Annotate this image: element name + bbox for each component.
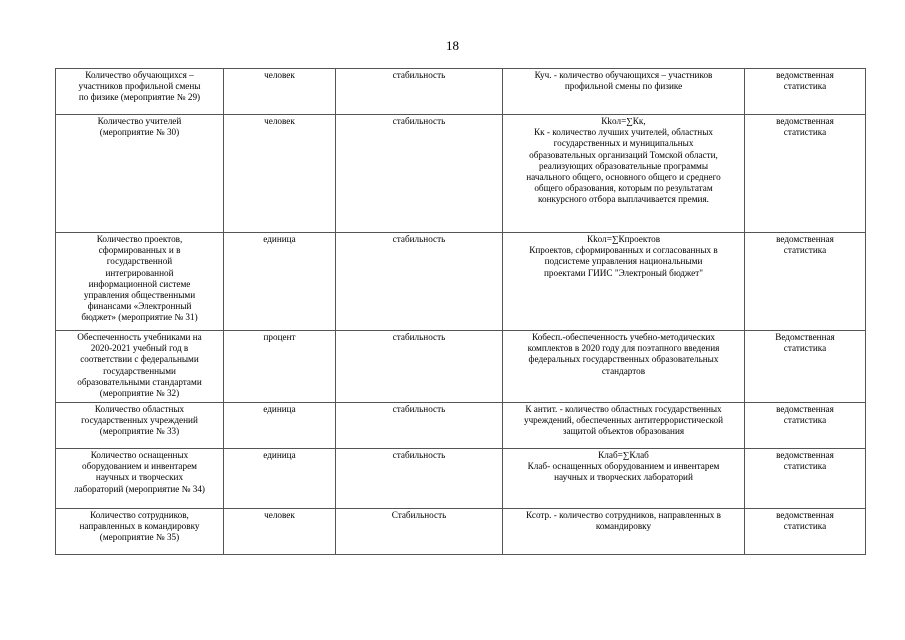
- formula-cell: [503, 509, 745, 555]
- cell-text-line: лабораторий (мероприятие № 34): [74, 483, 205, 494]
- cell-text-line: Количество областных: [94, 404, 185, 414]
- cell-text-line: образовательных организаций Томской области,: [529, 149, 718, 160]
- cell-text-line: защитой объектов образования: [562, 426, 685, 437]
- cell-text-line: Количество обучающихся –: [85, 70, 194, 80]
- source-cell: [745, 115, 866, 233]
- cell-text-line: стабильность: [392, 234, 446, 244]
- trend-cell: [336, 449, 503, 509]
- unit-cell: [224, 69, 336, 115]
- trend-cell: [336, 115, 503, 233]
- cell-text-line: соответствии с федеральными: [80, 354, 199, 365]
- cell-text-line: Клаб- оснащенных оборудованием и инвентарем: [527, 461, 720, 472]
- source-cell: [745, 69, 866, 115]
- table-row: [56, 115, 866, 233]
- cell-text-line: стабильность: [392, 450, 446, 460]
- source-cell: [745, 403, 866, 449]
- cell-text-line: федеральных государственных образовательных: [528, 354, 719, 365]
- cell-text-line: статистика: [783, 81, 827, 92]
- cell-text-line: единица: [263, 450, 296, 460]
- indicator-name-cell: [56, 69, 224, 115]
- cell-text-line: единица: [263, 234, 296, 244]
- indicators-table-body: [56, 69, 866, 555]
- unit-cell: [224, 233, 336, 331]
- unit-cell: [224, 115, 336, 233]
- table-row: [56, 233, 866, 331]
- unit-cell: [224, 331, 336, 403]
- cell-text-line: ведомственная: [776, 234, 834, 244]
- unit-cell: [224, 509, 336, 555]
- indicator-name-cell: [56, 403, 224, 449]
- cell-text-line: стандартов: [601, 365, 646, 376]
- cell-text-line: ведомственная: [776, 450, 834, 460]
- cell-text-line: научных и творческих лабораторий: [554, 472, 693, 483]
- cell-text-line: командировку: [595, 521, 652, 532]
- cell-text-line: Ведомственная: [775, 332, 835, 342]
- cell-text-line: управления общественными: [83, 290, 196, 301]
- indicator-name-cell: [56, 449, 224, 509]
- cell-text-line: Кkол=∑Кпроектов: [586, 234, 661, 244]
- cell-text-line: стабильность: [392, 70, 446, 80]
- cell-text-line: Количество проектов,: [96, 234, 183, 244]
- cell-text-line: Куч. - количество обучающихся – участников: [534, 70, 713, 80]
- cell-text-line: статистика: [783, 343, 827, 354]
- formula-cell: [503, 449, 745, 509]
- cell-text-line: 2020-2021 учебный год в: [90, 343, 189, 354]
- unit-cell: [224, 449, 336, 509]
- cell-text-line: Обеспеченность учебниками на: [77, 332, 202, 342]
- cell-text-line: бюджет» (мероприятие № 31): [81, 312, 198, 323]
- cell-text-line: комплектов в 2020 году для поэтапного введения: [527, 343, 720, 354]
- cell-text-line: подсистеме управления национальными: [544, 256, 703, 267]
- cell-text-line: Кkол=∑Кк,: [601, 116, 646, 126]
- formula-cell: [503, 403, 745, 449]
- indicator-name-cell: [56, 115, 224, 233]
- cell-text-line: человек: [264, 70, 295, 80]
- cell-text-line: Стабильность: [391, 510, 447, 520]
- unit-cell: [224, 403, 336, 449]
- indicator-name-cell: [56, 509, 224, 555]
- trend-cell: [336, 403, 503, 449]
- cell-text-line: участников профильной смены: [78, 81, 201, 92]
- cell-text-line: человек: [264, 116, 295, 126]
- indicators-table: [55, 68, 866, 555]
- cell-text-line: оборудованием и инвентарем: [82, 461, 197, 472]
- source-cell: [745, 449, 866, 509]
- cell-text-line: стабильность: [392, 404, 446, 414]
- cell-text-line: начального общего, основного общего и среднего: [526, 172, 721, 183]
- formula-cell: [503, 69, 745, 115]
- cell-text-line: по физике (мероприятие № 29): [78, 92, 201, 103]
- cell-text-line: конкурсного отбора выплачивается премия.: [538, 194, 709, 205]
- page-number: 18: [446, 38, 459, 53]
- cell-text-line: ведомственная: [776, 404, 834, 414]
- cell-text-line: Количество сотрудников,: [90, 510, 189, 520]
- cell-text-line: К антит. - количество областных государственных: [525, 404, 722, 414]
- table-row: [56, 69, 866, 115]
- cell-text-line: стабильность: [392, 332, 446, 342]
- cell-text-line: ведомственная: [776, 70, 834, 80]
- cell-text-line: (мероприятие № 35): [99, 532, 180, 543]
- cell-text-line: ведомственная: [776, 510, 834, 520]
- trend-cell: [336, 69, 503, 115]
- cell-text-line: Количество учителей: [97, 116, 182, 126]
- cell-text-line: направленных в командировку: [79, 521, 200, 532]
- trend-cell: [336, 233, 503, 331]
- cell-text-line: государственных учреждений: [81, 415, 198, 426]
- cell-text-line: государственной: [106, 256, 173, 267]
- cell-text-line: статистика: [783, 127, 827, 138]
- indicator-name-cell: [56, 233, 224, 331]
- cell-text-line: образовательными стандартами: [77, 376, 202, 387]
- cell-text-line: (мероприятие № 30): [99, 127, 180, 138]
- cell-text-line: стабильность: [392, 116, 446, 126]
- cell-text-line: Количество оснащенных: [90, 450, 189, 460]
- cell-text-line: ведомственная: [776, 116, 834, 126]
- cell-text-line: профильной смены по физике: [564, 81, 683, 92]
- table-row: [56, 331, 866, 403]
- cell-text-line: статистика: [783, 245, 827, 256]
- cell-text-line: (мероприятие № 33): [99, 426, 180, 437]
- cell-text-line: Ксотр. - количество сотрудников, направленных в: [525, 510, 722, 520]
- cell-text-line: сформированных и в: [98, 245, 181, 256]
- formula-cell: [503, 331, 745, 403]
- table-row: [56, 403, 866, 449]
- source-cell: [745, 233, 866, 331]
- source-cell: [745, 331, 866, 403]
- cell-text-line: единица: [263, 404, 296, 414]
- cell-text-line: Кобесп.-обеспеченность учебно-методических: [532, 332, 715, 342]
- cell-text-line: (мероприятие № 32): [99, 388, 180, 399]
- cell-text-line: Кпроектов, сформированных и согласованных в: [529, 245, 718, 256]
- table-row: [56, 509, 866, 555]
- cell-text-line: статистика: [783, 521, 827, 532]
- formula-cell: [503, 115, 745, 233]
- cell-text-line: проектами ГИИС "Электроный бюджет": [543, 267, 703, 278]
- cell-text-line: человек: [264, 510, 295, 520]
- cell-text-line: финансами «Электронный: [87, 301, 192, 312]
- formula-cell: [503, 233, 745, 331]
- cell-text-line: общего образования, которым по результатам: [534, 183, 713, 194]
- table-row: [56, 449, 866, 509]
- source-cell: [745, 509, 866, 555]
- indicator-name-cell: [56, 331, 224, 403]
- cell-text-line: интегрированной: [105, 267, 174, 278]
- cell-text-line: Клаб=∑Клаб: [598, 450, 649, 460]
- cell-text-line: научных и творческих: [95, 472, 184, 483]
- cell-text-line: статистика: [783, 415, 827, 426]
- cell-text-line: государственных и муниципальных: [553, 138, 694, 149]
- cell-text-line: информационной системе: [88, 278, 191, 289]
- trend-cell: [336, 509, 503, 555]
- cell-text-line: Кк - количество лучших учителей, областных: [534, 127, 713, 138]
- cell-text-line: учреждений, обеспеченных антитеррористической: [523, 415, 724, 426]
- cell-text-line: реализующих образовательные программы: [538, 160, 709, 171]
- trend-cell: [336, 331, 503, 403]
- cell-text-line: государственными: [103, 365, 176, 376]
- cell-text-line: процент: [263, 332, 296, 342]
- cell-text-line: статистика: [783, 461, 827, 472]
